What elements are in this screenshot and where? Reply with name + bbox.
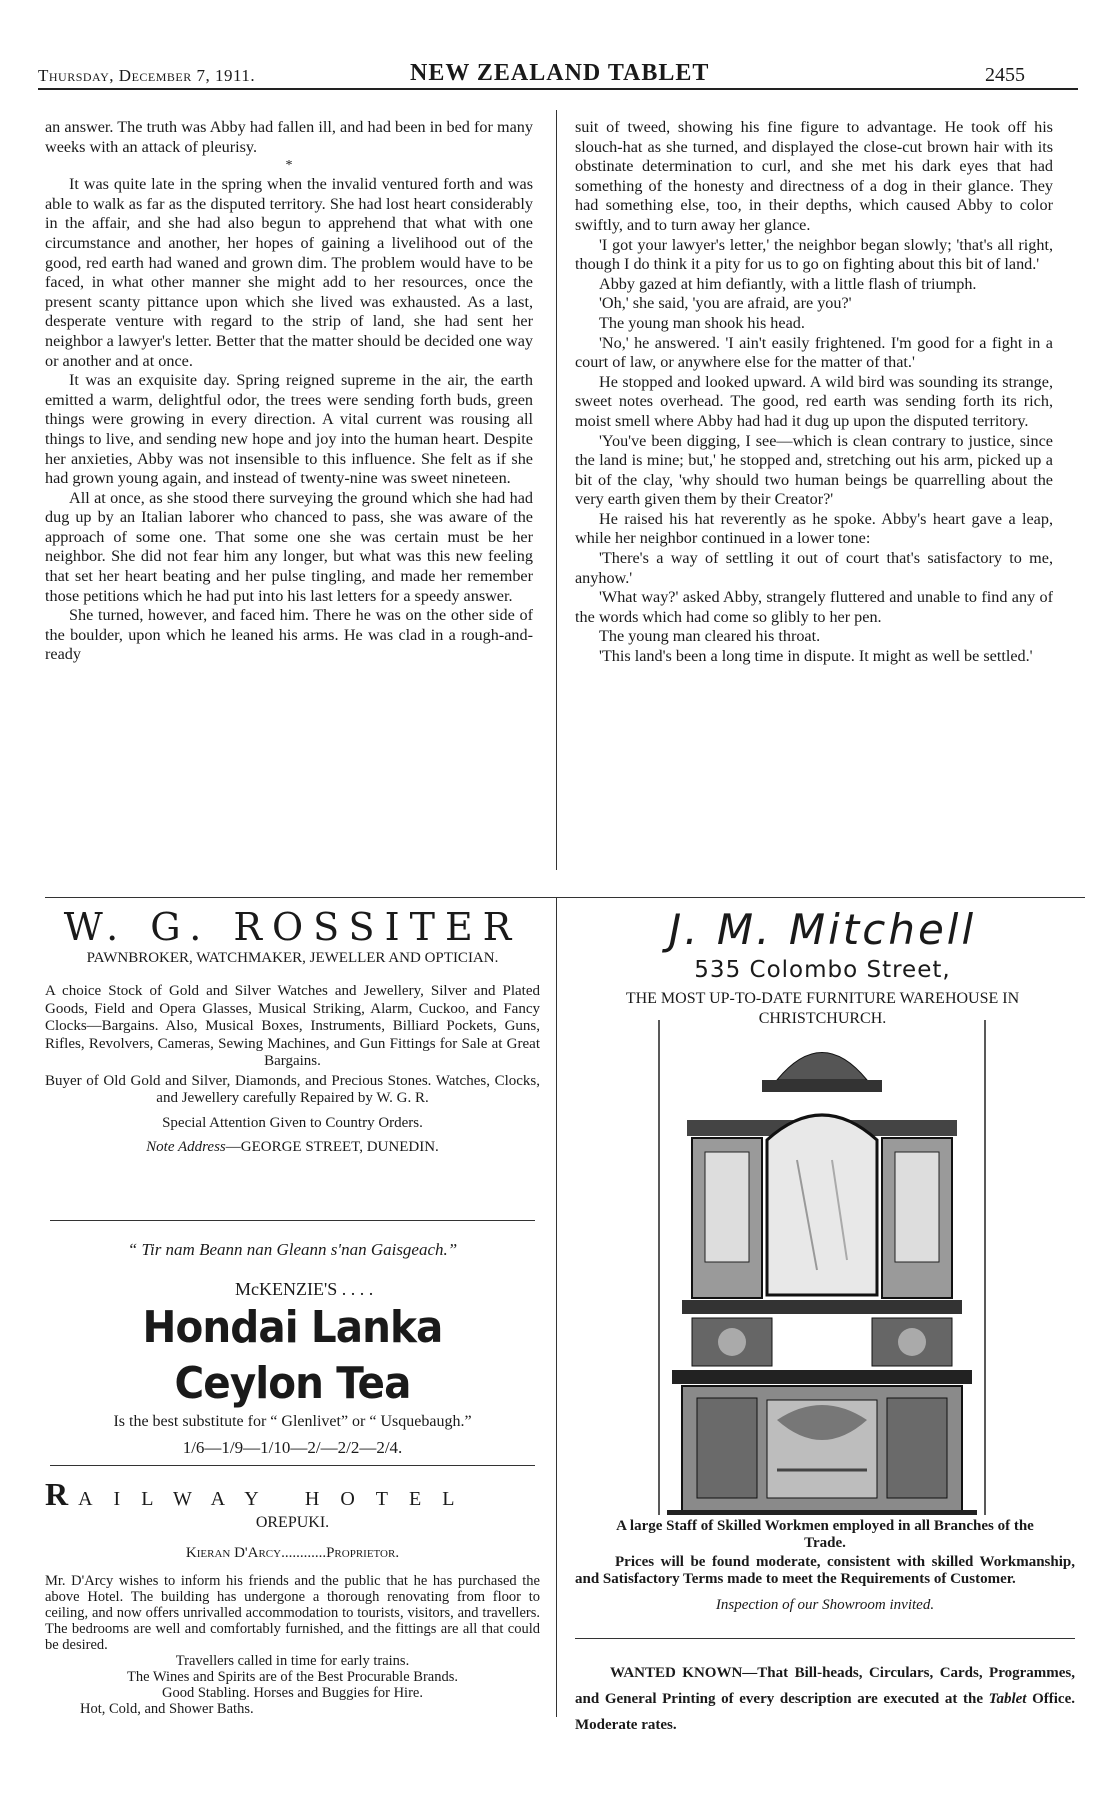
- rossiter-special: Special Attention Given to Country Orders.: [162, 1114, 423, 1131]
- story-paragraph: 'I got your lawyer's letter,' the neighbor began slowly; 'that's all right, though I do think it a pity for us to go on fighting about this bit of land.': [575, 235, 1053, 274]
- story-paragraph: The young man cleared his throat.: [599, 627, 821, 646]
- story-paragraph: suit of tweed, showing his fine figure to advantage. He took off his slouch-hat as she turned, and displayed the close-cut brown hair with its obstinate determination to curl, and she met his dark eyes that had something of the honesty and directness of a dog in their glance. They had something else, too, in their depths, which caused Abby to color swiftly, and to turn away her glance.: [575, 118, 1053, 234]
- story-paragraph: It was quite late in the spring when the invalid ventured forth and was able to walk as far as the disputed territory. She had lost heart considerably in the affair, and she had also begun to apprehend that what with one circumstance and another, her hopes of gaining a livelihood out of the good, red earth had waned and grown dim. The problem would have to be faced, in what other manner she might add to her resources, once the present scanty pittance upon which she lived was exhausted. As a last, desperate venture with regard to the strip of land, she had sent her neighbor a lawyer's letter. Better that the matter should be decided one way or another and at once.: [45, 175, 533, 370]
- rossiter-buyer: Buyer of Old Gold and Silver, Diamonds, and Precious Stones. Watches, Clocks, and Jewellery carefully Repaired by W. G. R.: [45, 1072, 540, 1106]
- story-paragraph: 'There's a way of settling it out of court that's satisfactory to me, anyhow.': [575, 549, 1053, 587]
- story-paragraph: 'No,' he answered. 'I ain't easily frightened. I'm good for a fight in a court of law, or anywhere else for the matter of that.': [575, 333, 1053, 372]
- rossiter-address: Note Address—GEORGE STREET, DUNEDIN.: [146, 1138, 439, 1155]
- column-divider: [556, 110, 557, 870]
- mitchell-staff: A large Staff of Skilled Workmen employed in all Branches of the Trade.: [616, 1518, 1034, 1551]
- railway-hotel-ad: [45, 1476, 540, 1717]
- railway-hotel-title: RAILWAY HOTEL: [45, 1476, 476, 1512]
- story-right-column: [575, 118, 1053, 667]
- railway-hotel-location: OREPUKI.: [255, 1514, 330, 1531]
- mitchell-address: 535 Colombo Street,: [694, 957, 951, 983]
- rossiter-name: W. G. ROSSITER: [63, 905, 522, 949]
- mitchell-name: J. M. Mitchell: [668, 905, 977, 954]
- page-number: 2455: [985, 64, 1025, 86]
- story-paragraph: He stopped and looked upward. A wild bird was sounding its strange, sweet notes overhead. The good, red earth was sending forth its rich, moist smell where Abby had had it dug up upon the disputed territory.: [575, 372, 1053, 430]
- issue-date: Thursday, December 7, 1911.: [38, 66, 256, 85]
- story-paragraph: 'Oh,' she said, 'you are afraid, are you?': [599, 294, 852, 313]
- ad-separator: [575, 1638, 1075, 1639]
- railway-hotel-proprietor: Kieran D'Arcy............Proprietor.: [185, 1545, 400, 1561]
- mitchell-ad-footer: [575, 1518, 1075, 1614]
- mitchell-tagline: THE MOST UP-TO-DATE FURNITURE WAREHOUSE IN CHRISTCHURCH.: [625, 990, 1020, 1027]
- header-rule: [38, 88, 1078, 90]
- rossiter-subtitle: PAWNBROKER, WATCHMAKER, JEWELLER AND OPTICIAN.: [86, 950, 499, 966]
- story-paragraph: All at once, as she stood there surveying the ground which she had had dug up by an Italian laborer who chanced to pass, she was aware of the approach of some one. That some one she was certain must be her neighbor. She did not fear him any longer, but what was this new feeling that set her heart beating and her pulse tingling, and made her remember those petitions which he had put into his last letters for a speedy answer.: [45, 488, 533, 605]
- story-paragraph: It was an exquisite day. Spring reigned supreme in the air, the earth emitted a warm, delightful odor, the trees were sending forth buds, green things were growing in every direction. A vital current was rousing all things to live, and sending new hope and joy into the human heart. Despite her anxieties, Abby was not insensible to this influence. She felt as if she had grown young again, and instead of twenty-nine was sweet nineteen.: [45, 371, 533, 488]
- mckenzie-prices: 1/6—1/9—1/10—2/—2/2—2/4.: [182, 1438, 403, 1457]
- mckenzie-ad: [45, 1240, 540, 1459]
- story-paragraph: an answer. The truth was Abby had fallen ill, and had been in bed for many weeks with an attack of pleurisy.: [45, 118, 533, 156]
- railway-hotel-line: Travellers called in time for early trains.: [175, 1653, 410, 1669]
- railway-hotel-line: The Wines and Spirits are of the Best Procurable Brands.: [127, 1669, 458, 1685]
- story-paragraph: 'This land's been a long time in dispute. It might as well be settled.': [599, 647, 1033, 666]
- ads-top-rule: [45, 897, 1085, 898]
- sideboard-illustration: [657, 1020, 987, 1515]
- wanted-known-notice: WANTED KNOWN—That Bill-heads, Circulars, Cards, Programmes, and General Printing of every description are executed at the Tablet Office. Moderate rates.: [575, 1665, 1075, 1733]
- mckenzie-motto: “ Tir nam Beann nan Gleann s'nan Gaisgeach.”: [127, 1240, 458, 1259]
- mckenzie-brand: McKENZIE'S . . . .: [235, 1279, 374, 1299]
- story-paragraph: The young man shook his head.: [599, 313, 805, 332]
- section-separator: *: [285, 158, 293, 174]
- story-paragraph: She turned, however, and faced him. There he was on the other side of the boulder, upon which he leaned his arms. He was clad in a rough-and-ready: [45, 606, 533, 664]
- rossiter-stock: A choice Stock of Gold and Silver Watches and Jewellery, Silver and Plated Goods, Field and Opera Glasses, Musical Striking, Alarm, Cuckoo, and Fancy Clocks—Bargains. Also, Musical Boxes, Instruments, Billiard Pockets, Guns, Rifles, Revolvers, Cameras, Sewing Machines, and Gun Fittings for Sale at Great Bargains.: [45, 983, 540, 1069]
- mitchell-prices: Prices will be found moderate, consistent with skilled Workmanship, and Satisfactory Terms made to meet the Requirements of Customer.: [575, 1554, 1075, 1587]
- newspaper-title: NEW ZEALAND TABLET: [410, 60, 710, 86]
- railway-hotel-body: Mr. D'Arcy wishes to inform his friends and the public that he has purchased the above Hotel. The building has undergone a thorough renovating from floor to ceiling, and now offers unrivalled accommodation to tourists, visitors, and travellers. The bedrooms are well and comfortably furnished, and the fittings are all that could be desired.: [45, 1573, 540, 1653]
- mitchell-ad: [570, 905, 1075, 1029]
- railway-hotel-line: Hot, Cold, and Shower Baths.: [80, 1701, 254, 1717]
- mitchell-inspection: Inspection of our Showroom invited.: [715, 1597, 935, 1613]
- story-paragraph: He raised his hat reverently as he spoke. Abby's heart gave a leap, while her neighbor continued in a lower tone:: [575, 509, 1053, 548]
- rossiter-ad: [45, 905, 540, 1156]
- mckenzie-description: Is the best substitute for “ Glenlivet” or “ Usquebaugh.”: [113, 1413, 472, 1430]
- ad-separator: [50, 1465, 535, 1466]
- story-paragraph: Abby gazed at him defiantly, with a little flash of triumph.: [599, 274, 977, 293]
- ad-separator: [50, 1220, 535, 1221]
- mckenzie-product: Hondai Lanka Ceylon Tea: [142, 1302, 443, 1409]
- story-paragraph: 'You've been digging, I see—which is clean contrary to justice, since the land is mine; but,' he stopped and, stretching out his arm, picked up a bit of the clay, 'why should two human beings be quarrelling about the very earth given them by their Creator?': [575, 431, 1053, 509]
- story-left-column: [45, 118, 533, 665]
- railway-hotel-line: Good Stabling. Horses and Buggies for Hire.: [162, 1685, 423, 1701]
- story-paragraph: 'What way?' asked Abby, strangely fluttered and unable to find any of the words which had come so glibly to her pen.: [575, 588, 1053, 626]
- ads-column-divider: [556, 897, 557, 1717]
